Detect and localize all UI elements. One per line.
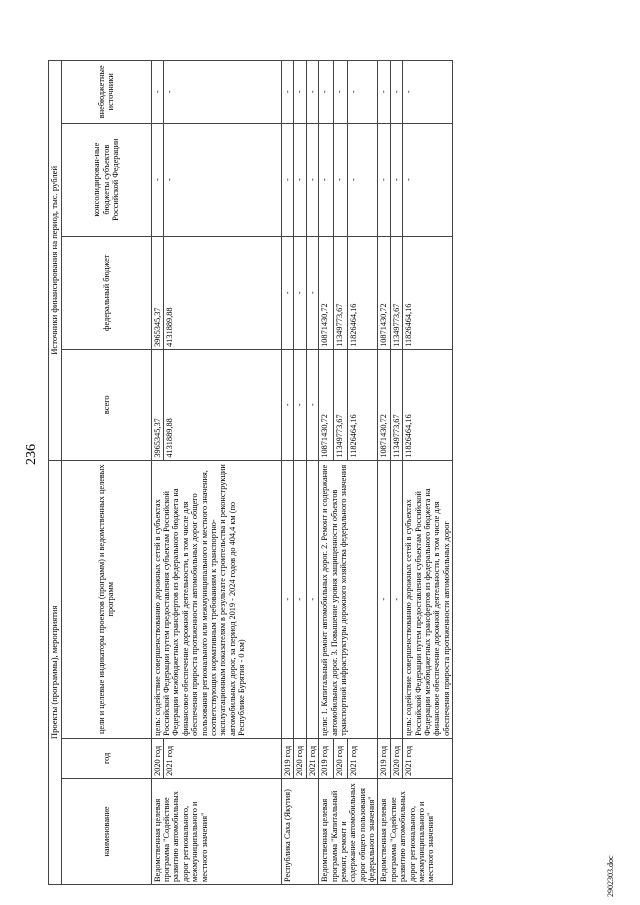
regional-cell: - (151, 123, 163, 236)
table-row (390, 61, 402, 885)
goal-dash: - (282, 460, 294, 738)
federal-cell: 10871430,72 (319, 236, 334, 349)
year-cell: 2021 год (164, 738, 282, 778)
extra-cell: - (282, 61, 294, 124)
regional-cell: - (333, 123, 348, 236)
regional-cell: - (403, 123, 453, 236)
year-cell: 2020 год (390, 738, 402, 778)
table-row (282, 61, 294, 885)
federal-cell: - (282, 236, 294, 349)
total-cell: 4131889,88 (164, 349, 282, 460)
header-extra: внебюджетные источники (61, 61, 151, 124)
year-cell: 2019 год (319, 738, 334, 778)
program-goal: цель: содействие совершенствованию дорожных сетей в субъектах Российской Федерации путем предоставления субъектам Российской Федерации межбюджетных трансфертов из федерального бюджета на финансовое обеспечение дорожной деятельности, в том числе для обеспечения прироста протяженности автомобильных дорог (403, 460, 453, 738)
federal-cell: 11349773,67 (390, 236, 402, 349)
region-name: Республика Саха (Якутия) (282, 778, 319, 884)
federal-cell: 11826464,16 (403, 236, 453, 349)
federal-cell: 4131889,88 (164, 236, 282, 349)
extra-cell: - (164, 61, 282, 124)
regional-cell: - (282, 123, 294, 236)
year-cell: 2020 год (333, 738, 348, 778)
financing-table (48, 60, 453, 885)
regional-cell: - (390, 123, 402, 236)
regional-cell: - (348, 123, 378, 236)
header-goals: цели и целевые индикаторы проектов (программ) и ведомственных целевых программ (61, 460, 151, 738)
regional-cell: - (378, 123, 390, 236)
program-name: Ведомственная целевая программа "Капитальный ремонт, ремонт и содержание автомобильных дорог общего пользования федерального значения" (319, 778, 378, 884)
total-cell: 11349773,67 (390, 349, 402, 460)
total-cell: 11826464,16 (348, 349, 378, 460)
federal-cell: 11349773,67 (333, 236, 348, 349)
goal-dash: - (378, 460, 390, 738)
header-total: всего (61, 349, 151, 460)
year-cell: 2019 год (282, 738, 294, 778)
total-cell: 11349773,67 (333, 349, 348, 460)
total-cell: 10871430,72 (319, 349, 334, 460)
file-name: 2902303.doc (606, 855, 615, 897)
federal-cell: - (294, 236, 306, 349)
year-cell: 2021 год (348, 738, 378, 778)
total-cell: - (282, 349, 294, 460)
extra-cell: - (333, 61, 348, 124)
regional-cell: - (306, 123, 318, 236)
extra-cell: - (294, 61, 306, 124)
page-number: 236 (24, 444, 39, 465)
federal-cell: 10871430,72 (378, 236, 390, 349)
total-cell: 11826464,16 (403, 349, 453, 460)
program-name: Ведомственная целевая программа "Содействие развитию автомобильных дорог регионального, межмуниципального и местного значения" (378, 778, 453, 884)
extra-cell: - (151, 61, 163, 124)
federal-cell: 11826464,16 (348, 236, 378, 349)
extra-cell: - (378, 61, 390, 124)
extra-cell: - (390, 61, 402, 124)
table-row (378, 61, 390, 885)
federal-cell: 3965345,37 (151, 236, 163, 349)
program-name: Ведомственная целевая программа "Содействие развитию автомобильных дорог регионального, межмуниципального и местного значения" (151, 778, 281, 884)
header-federal: федеральный бюджет (61, 236, 151, 349)
program-goal: цель: содействие совершенствованию дорожных сетей в субъектах Российской Федерации путем предоставления субъектам Российской Федерации межбюджетных трансфертов из федерального бюджета на финансовое обеспечение дорожной деятельности, в том числе для обеспечения прироста протяженности автомобильных дорог общего пользования регионального или межмуниципального и местного значения, соответствующих нормативным требованиям к транспортно-эксплуатационным показателям в результате строительства и реконструкции автомобильных дорог, за период 2019 - 2024 годов до 404,4 км (по Республике Бурятия - 0 км) (151, 460, 281, 738)
year-cell: 2020 год (151, 738, 163, 778)
total-cell: - (306, 349, 318, 460)
goal-dash: - (294, 460, 306, 738)
goal-dash: - (306, 460, 318, 738)
table-row (403, 61, 453, 885)
year-cell: 2021 год (403, 738, 453, 778)
header-year: год (61, 738, 151, 778)
header-sources-group: Источники финансирования на период, тыс. рублей (49, 61, 62, 461)
total-cell: - (294, 349, 306, 460)
extra-cell: - (319, 61, 334, 124)
extra-cell: - (306, 61, 318, 124)
total-cell: 3965345,37 (151, 349, 163, 460)
table-row (151, 61, 163, 885)
table-row (319, 61, 334, 885)
table-row (294, 61, 306, 885)
goal-dash: - (390, 460, 402, 738)
extra-cell: - (403, 61, 453, 124)
year-cell: 2021 год (306, 738, 318, 778)
year-cell: 2020 год (294, 738, 306, 778)
header-regional: консолидирован-ные бюджеты субъектов Российской Федерации (61, 123, 151, 236)
header-projects-group: Проекты (программы), мероприятия (49, 460, 62, 884)
federal-cell: - (306, 236, 318, 349)
regional-cell: - (164, 123, 282, 236)
extra-cell: - (348, 61, 378, 124)
regional-cell: - (294, 123, 306, 236)
table-row (306, 61, 318, 885)
regional-cell: - (319, 123, 334, 236)
header-name: наименование (61, 778, 151, 884)
program-goal: цели: 1. Капитальный ремонт автомобильных дорог. 2. Ремонт и содержание автомобильных дорог. 3. Повышение уровня защищенности объектов транспортной инфраструктуры дорожного хозяйства федерального значения (319, 460, 378, 738)
year-cell: 2019 год (378, 738, 390, 778)
total-cell: 10871430,72 (378, 349, 390, 460)
